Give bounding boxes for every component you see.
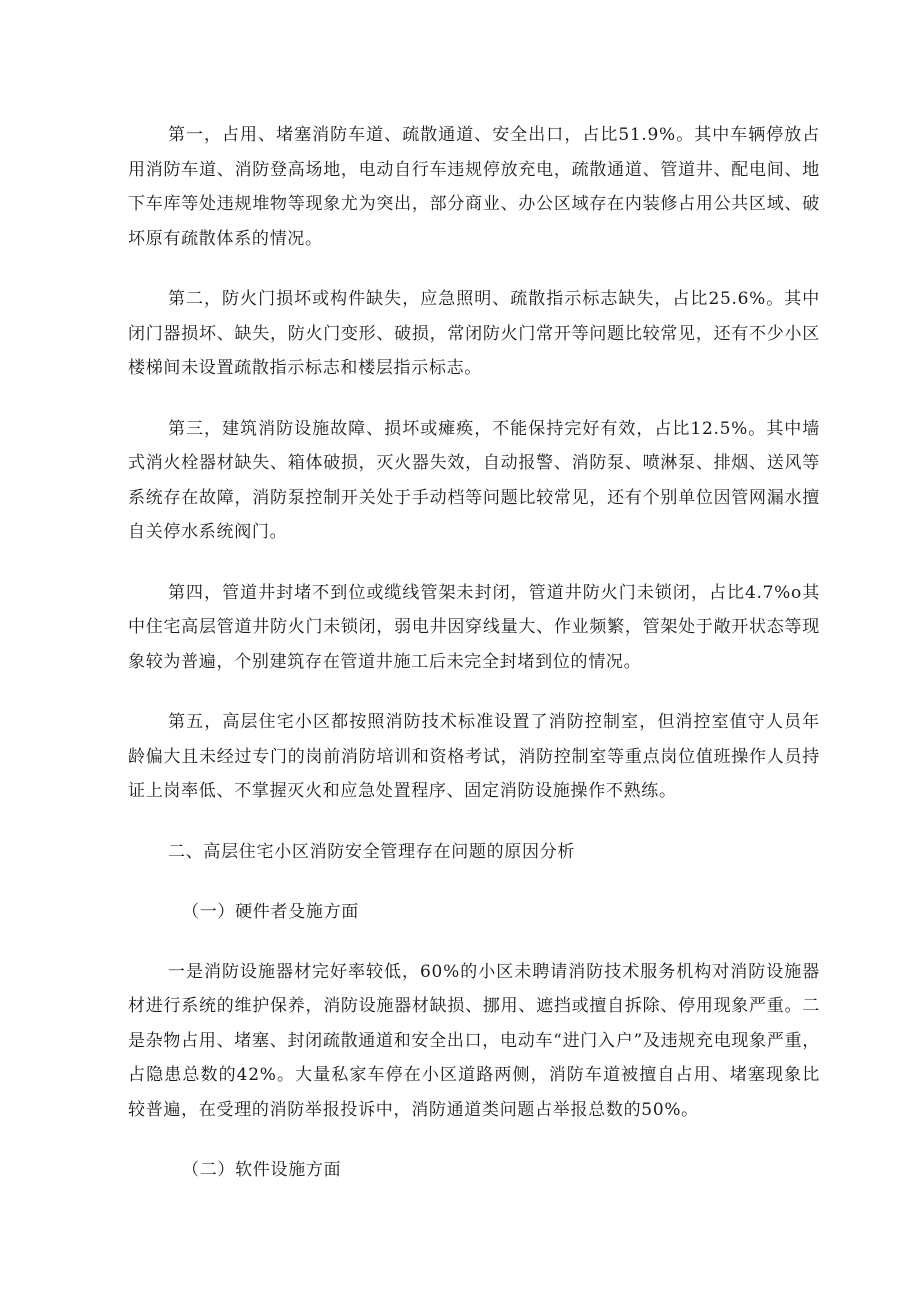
paragraph-first: 第一，占用、堵塞消防车道、疏散通道、安全出口，占比51.9%。其中车辆停放占用消防车道、消防登高场地，电动自行车违规停放充电，疏散通道、管道井、配电间、地下车库等处违规堆物等现象尤为突出，部分商业、办公区域存在内装修占用公共区域、破坏原有疏散体系的情况。 <box>128 125 820 249</box>
paragraph-fifth: 第五，高层住宅小区都按照消防技术标准设置了消防控制室，但消控室值守人员年龄偏大且未经过专门的岗前消防培训和资格考试，消防控制室等重点岗位值班操作人员持证上岗率低、不掌握灭火和应急处置程序、固定消防设施操作不熟练。 <box>128 712 820 801</box>
section-heading: 二、高层住宅小区消防安全管理存在问题的原因分析 <box>168 841 576 862</box>
subsection-heading-hardware: （一）硬件者殳施方面 <box>182 901 359 922</box>
paragraph-second: 第二，防火门损坏或构件缺失，应急照明、疏散指示标志缺失，占比25.6%。其中闭门器损坏、缺失，防火门变形、破损，常闭防火门常开等问题比较常见，还有不少小区楼梯间未设置疏散指示标志和楼层指示标志。 <box>128 289 820 378</box>
paragraph-hardware: 一是消防设施器材完好率较低，60%的小区未聘请消防技术服务机构对消防设施器材进行系统的维护保养，消防设施器材缺损、挪用、遮挡或擅自拆除、停用现象严重。二是杂物占用、堵塞、封闭疏散通道和安全出口，电动车“进门入户”及违规充电现象严重，占隐患总数的42%。大量私家车停在小区道路两侧，消防车道被擅自占用、堵塞现象比较普遍，在受理的消防举报投诉中，消防通道类问题占举报总数的50%。 <box>128 961 820 1120</box>
subsection-heading-software: （二）软件设施方面 <box>182 1160 342 1180</box>
paragraph-third: 第三，建筑消防设施故障、损坏或瘫痪，不能保持完好有效，占比12.5%。其中墙式消火栓器材缺失、箱体破损，灭火器失效，自动报警、消防泵、喷淋泵、排烟、送风等系统存在故障，消防泵控制开关处于手动档等问题比较常见，还有个别单位因管网漏水擅自关停水系统阀门。 <box>128 418 820 542</box>
paragraph-fourth: 第四，管道井封堵不到位或缆线管架未封闭，管道井防火门未锁闭，占比4.7%o其中住宅高层管道井防火门未锁闭，弱电井因穿线量大、作业频繁，管架处于敞开状态等现象较为普遍，个别建筑存在管道井施工后未完全封堵到位的情况。 <box>128 582 820 672</box>
